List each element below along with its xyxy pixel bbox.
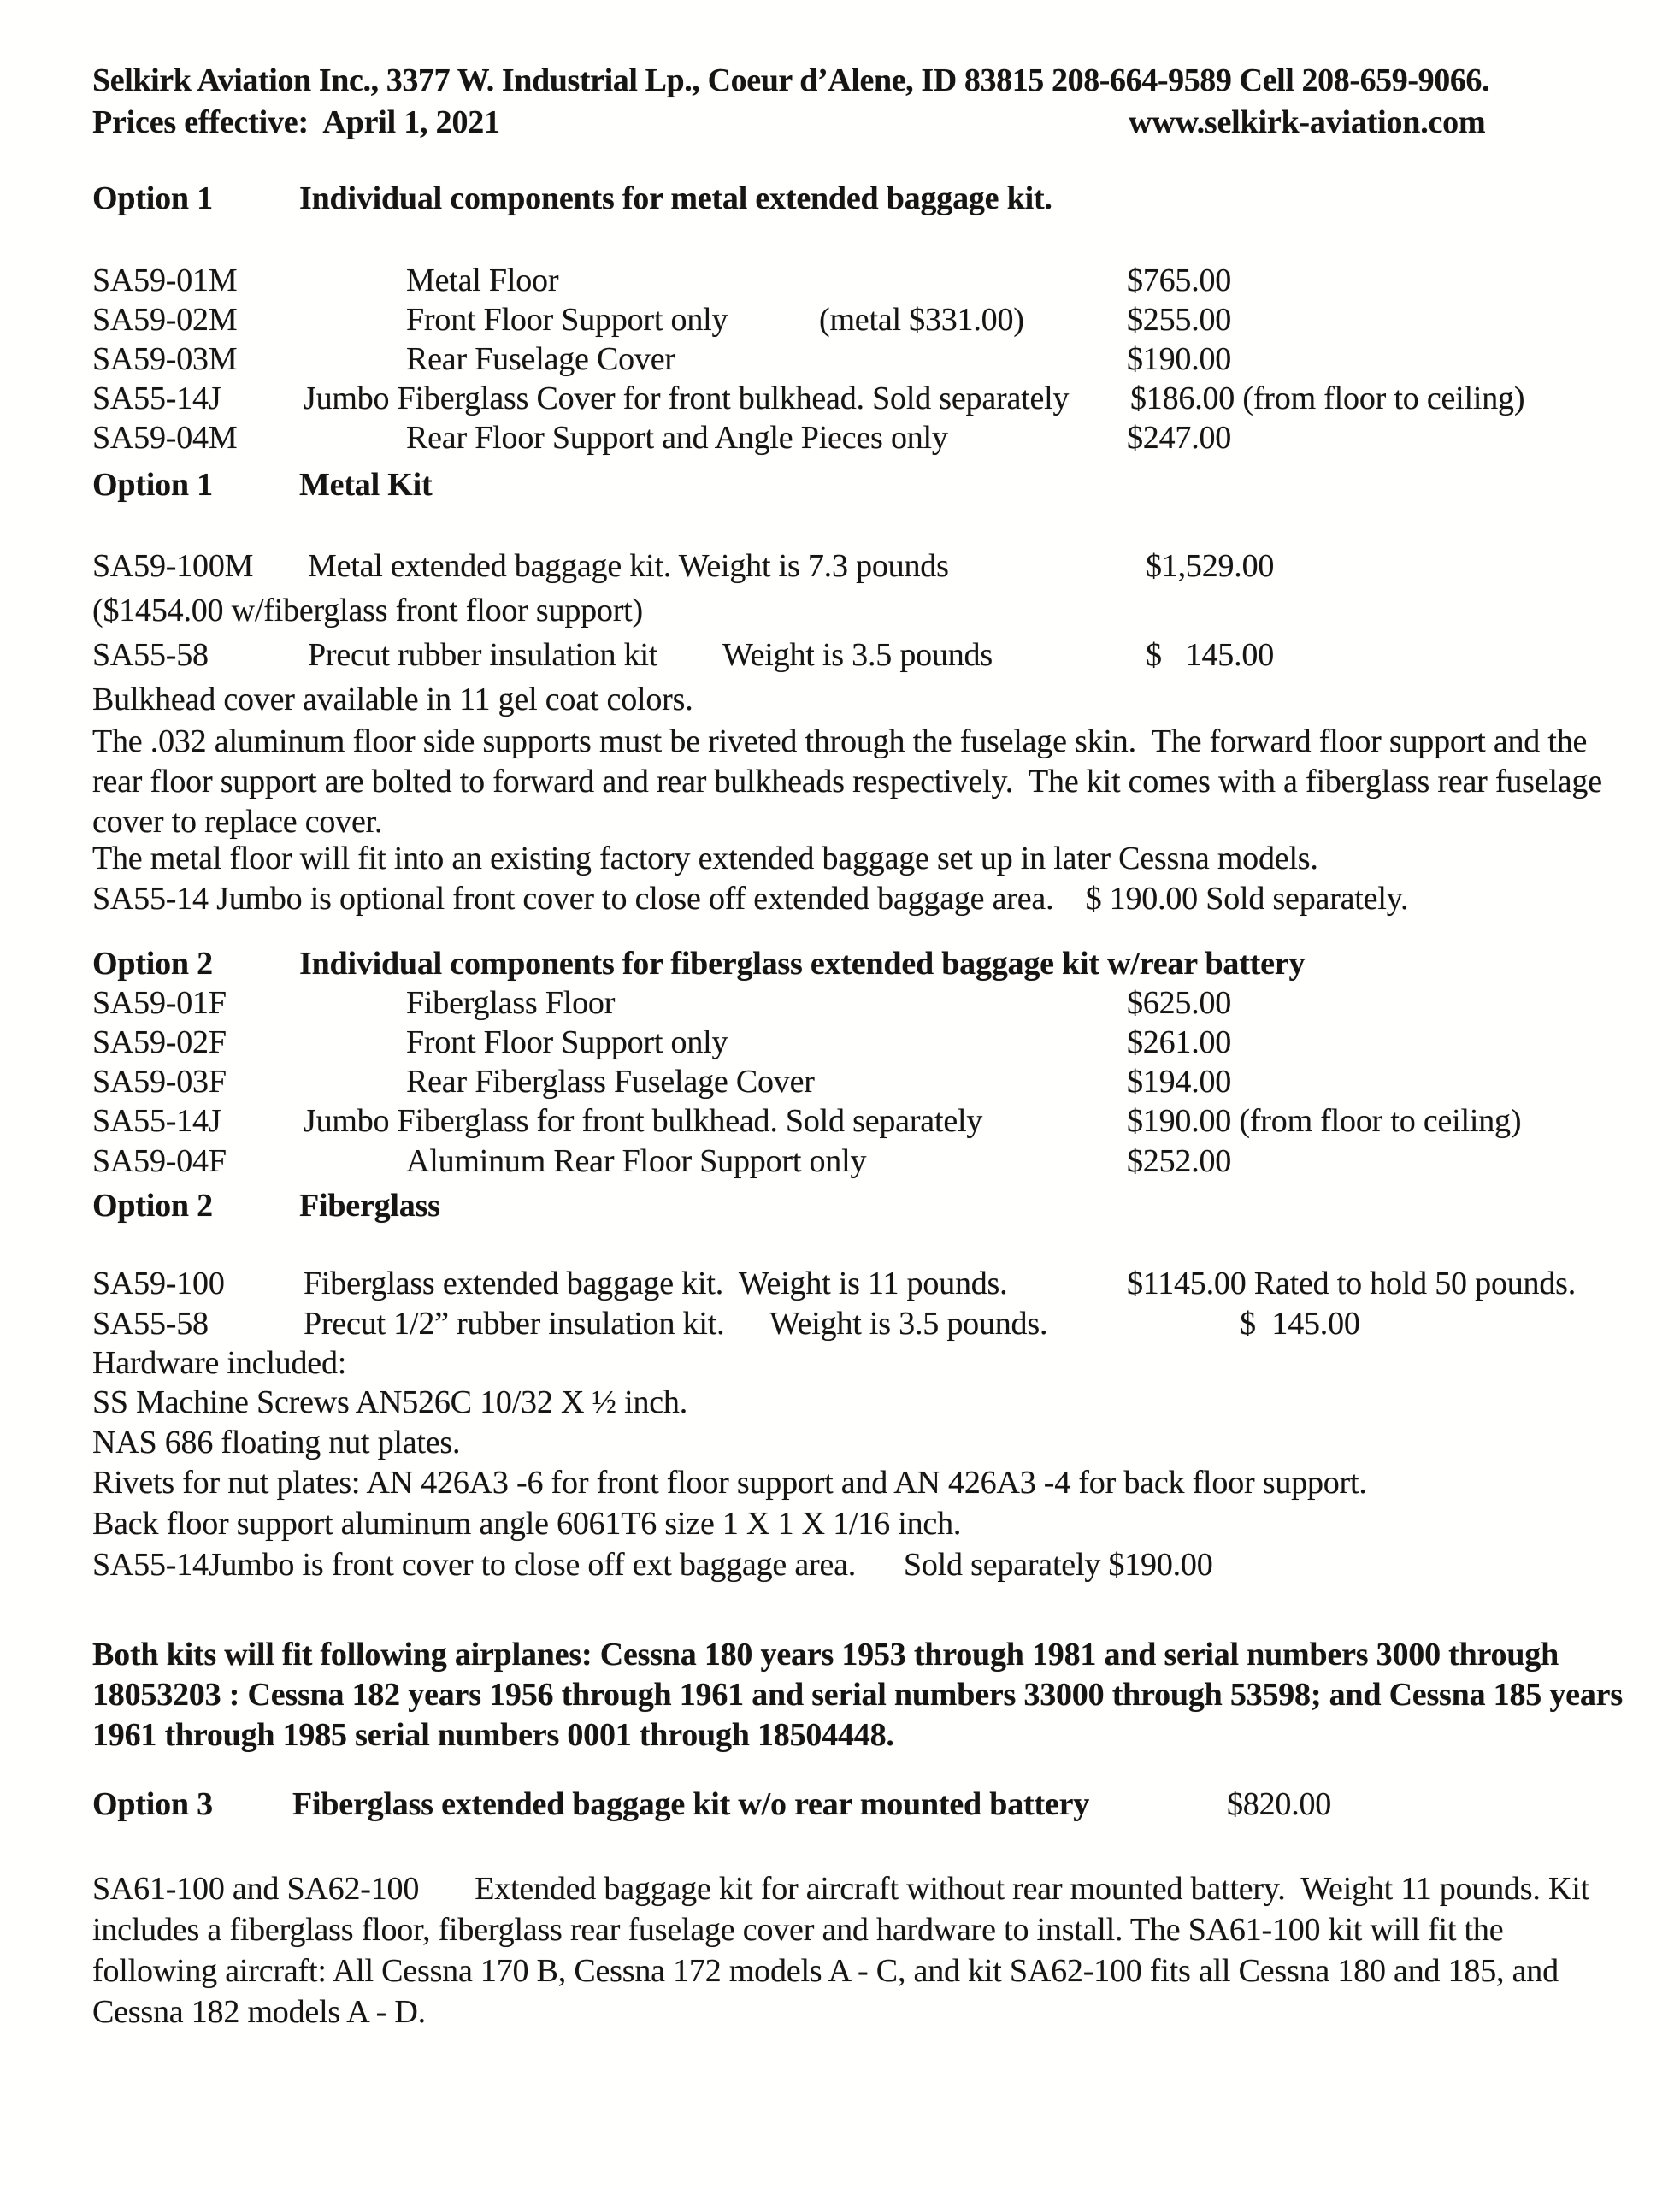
item-price: $247.00 xyxy=(1127,420,1232,456)
prices-effective-label: Prices effective: April 1, 2021 xyxy=(92,104,500,140)
option2-components-heading xyxy=(0,945,1680,986)
website-url: www.selkirk-aviation.com xyxy=(1129,104,1486,140)
option-label: Option 1 xyxy=(92,467,213,503)
hardware-line-text: SA55-14Jumbo is front cover to close off ext baggage area. Sold separately $190.00 xyxy=(92,1547,1213,1583)
item-description: Fiberglass Floor xyxy=(406,985,616,1021)
kit-note-text: Bulkhead cover available in 11 gel coat colors. xyxy=(92,681,693,717)
item-row xyxy=(0,340,1680,381)
item-code: SA55-58 xyxy=(92,637,209,673)
option3-description: SA61-100 and SA62-100 Extended baggage kit for aircraft without rear mounted battery. Weight 11 pounds. Kit includes a fiberglass floor, fiberglass rear fuselage cover and hardware to install. The SA61-100 kit will fit the following aircraft: All Cessna 170 B, Cessna 172 models A - C, and kit SA62-100 fits all Cessna 180 and 185, and Cessna 182 models A - D. xyxy=(92,1871,1598,2030)
item-code: SA59-03F xyxy=(92,1064,227,1100)
hardware-line xyxy=(0,1384,1680,1425)
item-code: SA55-58 xyxy=(92,1306,209,1342)
item-row xyxy=(0,1024,1680,1065)
option3-heading xyxy=(0,1785,1680,1826)
item-code: SA59-100M xyxy=(92,548,254,584)
item-row xyxy=(0,1063,1680,1104)
hardware-line xyxy=(0,1546,1680,1587)
item-price: $190.00 (from floor to ceiling) xyxy=(1127,1103,1522,1139)
item-note: (metal $331.00) xyxy=(819,302,1024,338)
item-description: Rear Fiberglass Fuselage Cover xyxy=(406,1064,815,1100)
item-price: $1145.00 Rated to hold 50 pounds. xyxy=(1127,1266,1577,1301)
kit-note-text: SA55-14 Jumbo is optional front cover to close off extended baggage area. $ 190.00 Sold separately. xyxy=(92,881,1409,917)
item-code: SA59-04M xyxy=(92,420,238,456)
option-title: Individual components for fiberglass extended baggage kit w/rear battery xyxy=(299,946,1306,982)
hardware-title xyxy=(0,1344,1680,1385)
item-row xyxy=(0,262,1680,303)
item-price: $255.00 xyxy=(1127,302,1232,338)
item-code: SA59-01M xyxy=(92,263,238,298)
option2-kit-heading xyxy=(0,1187,1680,1228)
alt-price-note-text: ($1454.00 w/fiberglass front floor support) xyxy=(92,593,643,628)
item-description: Aluminum Rear Floor Support only xyxy=(406,1143,867,1179)
item-price: $261.00 xyxy=(1127,1024,1232,1060)
kit-note-paragraph: The .032 aluminum floor side supports must be riveted through the fuselage skin. The forward floor support and the rear floor support are bolted to forward and rear bulkheads respectively. The kit comes with a fiberglass rear fuselage cover to replace cover. xyxy=(92,723,1611,840)
item-code: SA59-01F xyxy=(92,985,227,1021)
item-price: $765.00 xyxy=(1127,263,1232,298)
kit-note xyxy=(0,681,1680,722)
header-line-2 xyxy=(0,103,1680,145)
hardware-line-text: Back floor support aluminum angle 6061T6 size 1 X 1 X 1/16 inch. xyxy=(92,1506,962,1542)
item-row xyxy=(0,419,1680,460)
item-row xyxy=(0,1265,1680,1306)
item-price: $ 145.00 xyxy=(1146,637,1275,673)
item-code: SA55-14J xyxy=(92,381,221,416)
option-label: Option 2 xyxy=(92,1188,213,1224)
option-title: Metal Kit xyxy=(299,467,433,503)
item-price: $ 145.00 xyxy=(1240,1306,1360,1342)
option1-components-heading xyxy=(0,180,1680,221)
option1-kit-heading xyxy=(0,466,1680,507)
item-price: $820.00 xyxy=(1227,1786,1332,1822)
item-description: Rear Fuselage Cover xyxy=(406,341,675,377)
option-title: Individual components for metal extended baggage kit. xyxy=(299,180,1052,216)
header xyxy=(0,62,1680,103)
item-price: $190.00 xyxy=(1127,341,1232,377)
option-title: Fiberglass extended baggage kit w/o rear mounted battery xyxy=(292,1786,1090,1822)
item-description: Metal extended baggage kit. Weight is 7.3 pounds xyxy=(308,548,949,584)
item-price: $625.00 xyxy=(1127,985,1232,1021)
item-row xyxy=(0,301,1680,342)
item-code: SA59-100 xyxy=(92,1266,225,1301)
option-title: Fiberglass xyxy=(299,1188,440,1224)
kit-note xyxy=(0,840,1680,881)
hardware-line-text: Rivets for nut plates: AN 426A3 -6 for front floor support and AN 426A3 -4 for back floor support. xyxy=(92,1465,1367,1501)
item-price: $252.00 xyxy=(1127,1143,1232,1179)
item-description: Metal Floor xyxy=(406,263,559,298)
company-address-line: Selkirk Aviation Inc., 3377 W. Industrial Lp., Coeur d’Alene, ID 83815 208-664-9589 Cell 208-659-9066. xyxy=(92,62,1490,98)
hardware-title-text: Hardware included: xyxy=(92,1345,347,1381)
item-description: Precut 1/2” rubber insulation kit. xyxy=(304,1306,725,1342)
item-price: $186.00 (from floor to ceiling) xyxy=(1130,381,1525,416)
item-row xyxy=(0,547,1680,588)
item-row xyxy=(0,1305,1680,1346)
kit-note-text: The metal floor will fit into an existing factory extended baggage set up in later Cessna models. xyxy=(92,841,1318,876)
hardware-line xyxy=(0,1464,1680,1505)
item-description: Rear Floor Support and Angle Pieces only xyxy=(406,420,948,456)
item-description: Fiberglass extended baggage kit. Weight is 11 pounds. xyxy=(304,1266,1008,1301)
item-price: $1,529.00 xyxy=(1146,548,1275,584)
alt-price-note xyxy=(0,592,1680,633)
hardware-line-text: NAS 686 floating nut plates. xyxy=(92,1425,461,1460)
item-code: SA55-14J xyxy=(92,1103,221,1139)
option-label: Option 2 xyxy=(92,946,213,982)
item-code: SA59-02M xyxy=(92,302,238,338)
hardware-line xyxy=(0,1424,1680,1465)
item-description: Jumbo Fiberglass Cover for front bulkhead. Sold separately xyxy=(304,381,1070,416)
fit-note-paragraph: Both kits will fit following airplanes: Cessna 180 years 1953 through 1981 and serial numbers 3000 through 18053203 : Cessna 182 years 1956 through 1961 and serial numbers 33000 through 53598; and Cessna 185 years 1961 through 1985 serial numbers 0001 through 18504448. xyxy=(92,1637,1631,1753)
kit-note xyxy=(0,880,1680,921)
item-code: SA59-02F xyxy=(92,1024,227,1060)
item-row xyxy=(0,1102,1680,1143)
item-row xyxy=(0,636,1680,677)
item-weight: Weight is 3.5 pounds xyxy=(722,637,993,673)
item-price: $194.00 xyxy=(1127,1064,1232,1100)
item-code: SA59-04F xyxy=(92,1143,227,1179)
item-code: SA59-03M xyxy=(92,341,238,377)
item-weight: Weight is 3.5 pounds. xyxy=(769,1306,1048,1342)
option-label: Option 1 xyxy=(92,180,213,216)
item-description: Precut rubber insulation kit xyxy=(308,637,658,673)
item-row xyxy=(0,380,1680,421)
item-description: Front Floor Support only xyxy=(406,302,728,338)
item-row xyxy=(0,1142,1680,1183)
item-description: Jumbo Fiberglass for front bulkhead. Sold separately xyxy=(304,1103,983,1139)
hardware-line-text: SS Machine Screws AN526C 10/32 X ½ inch. xyxy=(92,1384,688,1420)
item-description: Front Floor Support only xyxy=(406,1024,728,1060)
item-row xyxy=(0,984,1680,1025)
hardware-line xyxy=(0,1505,1680,1546)
option-label: Option 3 xyxy=(92,1786,213,1822)
